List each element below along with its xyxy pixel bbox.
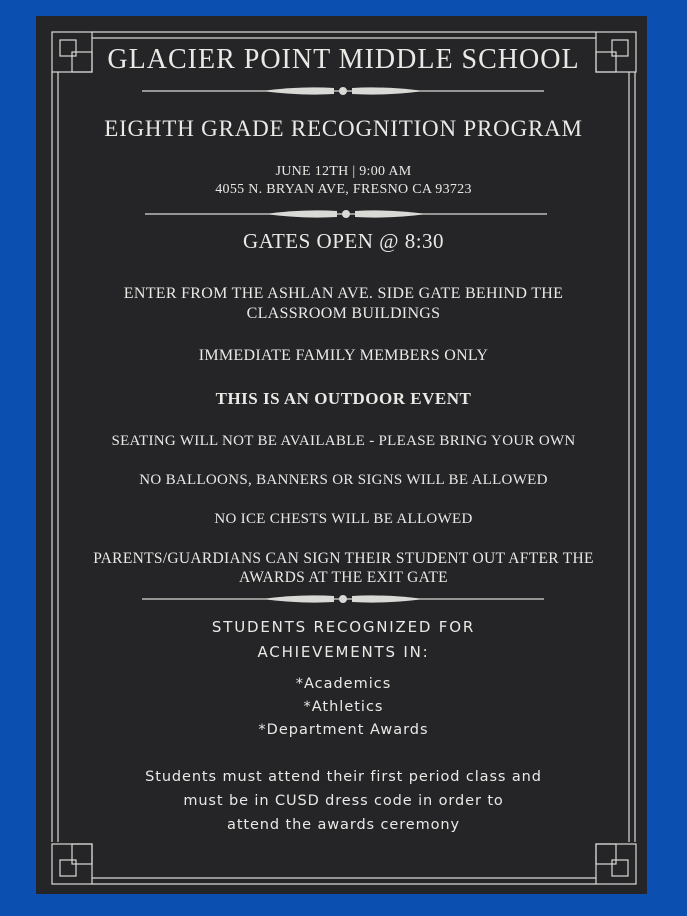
attendance-note-line: must be in CUSD dress code in order to: [183, 793, 504, 809]
rule-family-only: IMMEDIATE FAMILY MEMBERS ONLY: [198, 347, 489, 364]
rule-sign-out: PARENTS/GUARDIANS CAN SIGN THEIR STUDENT OUT AFTER THE AWARDS AT THE EXIT GATE: [93, 550, 594, 586]
program-title: EIGHTH GRADE RECOGNITION PROGRAM: [104, 116, 583, 141]
divider-ornament-icon: [142, 87, 544, 95]
recognition-heading: STUDENTS RECOGNIZED FOR: [211, 618, 476, 636]
rule-outdoor-event: THIS IS AN OUTDOOR EVENT: [215, 389, 472, 408]
rule-seating: SEATING WILL NOT BE AVAILABLE - PLEASE BRING YOUR OWN: [111, 433, 576, 449]
corner-ornament-bottom-right-icon: [596, 844, 636, 884]
rule-no-balloons: NO BALLOONS, BANNERS OR SIGNS WILL BE ALLOWED: [139, 472, 548, 488]
attendance-note-line: Students must attend their first period class and: [145, 769, 542, 785]
border-horizontal-lines: [92, 32, 596, 884]
corner-ornament-bottom-left-icon: [52, 844, 92, 884]
event-address: 4055 N. BRYAN AVE, FRESNO CA 93723: [215, 182, 472, 197]
divider-ornament-icon: [145, 210, 547, 218]
list-item: *Athletics: [303, 699, 384, 715]
list-item: *Department Awards: [258, 722, 429, 738]
event-date-time: JUNE 12TH | 9:00 AM: [275, 164, 412, 179]
gates-open-time: GATES OPEN @ 8:30: [242, 229, 445, 253]
divider-ornament-icon: [142, 595, 544, 603]
rule-no-ice-chests: NO ICE CHESTS WILL BE ALLOWED: [214, 511, 473, 527]
school-title: GLACIER POINT MIDDLE SCHOOL: [107, 44, 580, 75]
attendance-note-line: attend the awards ceremony: [227, 817, 460, 833]
list-item: *Academics: [295, 676, 392, 692]
recognition-heading-2: ACHIEVEMENTS IN:: [257, 643, 430, 661]
rule-entry-gate: ENTER FROM THE ASHLAN AVE. SIDE GATE BEHIND THE CLASSROOM BUILDINGS: [123, 285, 564, 322]
